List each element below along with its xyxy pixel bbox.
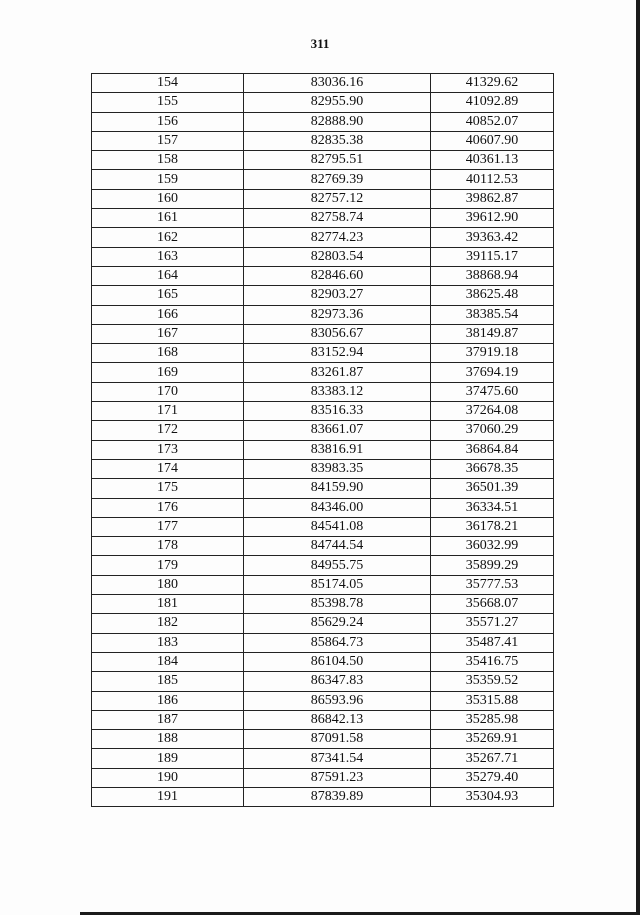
table-row [92,93,554,112]
point-number-cell: 183 [92,633,244,652]
x-coordinate-cell: 86104.50 [244,652,431,671]
y-coordinate-cell: 35668.07 [431,595,554,614]
y-coordinate-cell: 36032.99 [431,537,554,556]
y-coordinate-cell: 38385.54 [431,305,554,324]
y-coordinate-cell: 35267.71 [431,749,554,768]
x-coordinate-cell: 84744.54 [244,537,431,556]
x-coordinate-cell: 82835.38 [244,131,431,150]
x-coordinate-cell: 82846.60 [244,266,431,285]
table-row [92,691,554,710]
point-number-cell: 190 [92,768,244,787]
x-coordinate-cell: 87591.23 [244,768,431,787]
point-number-cell: 186 [92,691,244,710]
y-coordinate-cell: 37694.19 [431,363,554,382]
table-row [92,344,554,363]
table-row [92,652,554,671]
y-coordinate-cell: 35279.40 [431,768,554,787]
x-coordinate-cell: 83661.07 [244,421,431,440]
y-coordinate-cell: 37264.08 [431,402,554,421]
y-coordinate-cell: 35571.27 [431,614,554,633]
table-row [92,74,554,93]
point-number-cell: 169 [92,363,244,382]
x-coordinate-cell: 84159.90 [244,479,431,498]
y-coordinate-cell: 40112.53 [431,170,554,189]
point-number-cell: 162 [92,228,244,247]
x-coordinate-cell: 86347.83 [244,672,431,691]
point-number-cell: 175 [92,479,244,498]
y-coordinate-cell: 35899.29 [431,556,554,575]
table-row [92,151,554,170]
table-row [92,440,554,459]
x-coordinate-cell: 87341.54 [244,749,431,768]
x-coordinate-cell: 83816.91 [244,440,431,459]
x-coordinate-cell: 82955.90 [244,93,431,112]
x-coordinate-cell: 82774.23 [244,228,431,247]
table-row [92,575,554,594]
point-number-cell: 189 [92,749,244,768]
point-number-cell: 178 [92,537,244,556]
table-row [92,633,554,652]
table-body [92,74,554,807]
y-coordinate-cell: 37475.60 [431,382,554,401]
y-coordinate-cell: 40852.07 [431,112,554,131]
point-number-cell: 185 [92,672,244,691]
y-coordinate-cell: 39862.87 [431,189,554,208]
y-coordinate-cell: 35359.52 [431,672,554,691]
x-coordinate-cell: 87839.89 [244,787,431,806]
x-coordinate-cell: 82795.51 [244,151,431,170]
table-row [92,131,554,150]
y-coordinate-cell: 36334.51 [431,498,554,517]
table-row [92,768,554,787]
table-row [92,749,554,768]
y-coordinate-cell: 35285.98 [431,710,554,729]
table-row [92,189,554,208]
x-coordinate-cell: 85864.73 [244,633,431,652]
x-coordinate-cell: 86842.13 [244,710,431,729]
point-number-cell: 159 [92,170,244,189]
x-coordinate-cell: 85398.78 [244,595,431,614]
x-coordinate-cell: 84541.08 [244,517,431,536]
point-number-cell: 164 [92,266,244,285]
point-number-cell: 184 [92,652,244,671]
point-number-cell: 173 [92,440,244,459]
x-coordinate-cell: 83516.33 [244,402,431,421]
y-coordinate-cell: 36678.35 [431,459,554,478]
y-coordinate-cell: 35777.53 [431,575,554,594]
point-number-cell: 167 [92,324,244,343]
x-coordinate-cell: 83383.12 [244,382,431,401]
point-number-cell: 163 [92,247,244,266]
y-coordinate-cell: 36864.84 [431,440,554,459]
table-row [92,498,554,517]
y-coordinate-cell: 39612.90 [431,209,554,228]
table-row [92,382,554,401]
y-coordinate-cell: 38625.48 [431,286,554,305]
y-coordinate-cell: 37919.18 [431,344,554,363]
point-number-cell: 158 [92,151,244,170]
point-number-cell: 155 [92,93,244,112]
point-number-cell: 180 [92,575,244,594]
table-row [92,324,554,343]
table-row [92,537,554,556]
x-coordinate-cell: 85174.05 [244,575,431,594]
y-coordinate-cell: 38868.94 [431,266,554,285]
point-number-cell: 181 [92,595,244,614]
point-number-cell: 187 [92,710,244,729]
table-row [92,170,554,189]
x-coordinate-cell: 82758.74 [244,209,431,228]
y-coordinate-cell: 36501.39 [431,479,554,498]
point-number-cell: 168 [92,344,244,363]
x-coordinate-cell: 85629.24 [244,614,431,633]
coordinate-table [91,73,554,807]
table-row [92,209,554,228]
x-coordinate-cell: 83261.87 [244,363,431,382]
y-coordinate-cell: 36178.21 [431,517,554,536]
x-coordinate-cell: 84955.75 [244,556,431,575]
point-number-cell: 165 [92,286,244,305]
x-coordinate-cell: 87091.58 [244,730,431,749]
y-coordinate-cell: 35269.91 [431,730,554,749]
x-coordinate-cell: 82757.12 [244,189,431,208]
point-number-cell: 176 [92,498,244,517]
x-coordinate-cell: 82769.39 [244,170,431,189]
table-row [92,305,554,324]
table-row [92,479,554,498]
x-coordinate-cell: 82803.54 [244,247,431,266]
point-number-cell: 161 [92,209,244,228]
y-coordinate-cell: 39363.42 [431,228,554,247]
point-number-cell: 160 [92,189,244,208]
y-coordinate-cell: 35416.75 [431,652,554,671]
point-number-cell: 171 [92,402,244,421]
y-coordinate-cell: 40607.90 [431,131,554,150]
point-number-cell: 157 [92,131,244,150]
table-row [92,112,554,131]
y-coordinate-cell: 35487.41 [431,633,554,652]
table-row [92,517,554,536]
x-coordinate-cell: 83152.94 [244,344,431,363]
x-coordinate-cell: 86593.96 [244,691,431,710]
x-coordinate-cell: 83036.16 [244,74,431,93]
x-coordinate-cell: 82973.36 [244,305,431,324]
x-coordinate-cell: 84346.00 [244,498,431,517]
y-coordinate-cell: 37060.29 [431,421,554,440]
table-row [92,710,554,729]
table-row [92,247,554,266]
point-number-cell: 166 [92,305,244,324]
table-row [92,421,554,440]
table-row [92,286,554,305]
y-coordinate-cell: 38149.87 [431,324,554,343]
x-coordinate-cell: 82888.90 [244,112,431,131]
point-number-cell: 174 [92,459,244,478]
point-number-cell: 191 [92,787,244,806]
point-number-cell: 182 [92,614,244,633]
table-row [92,595,554,614]
x-coordinate-cell: 83056.67 [244,324,431,343]
table-row [92,363,554,382]
table-row [92,787,554,806]
y-coordinate-cell: 40361.13 [431,151,554,170]
point-number-cell: 177 [92,517,244,536]
scan-edge-right [636,0,640,915]
point-number-cell: 170 [92,382,244,401]
y-coordinate-cell: 41329.62 [431,74,554,93]
table-row [92,556,554,575]
table-row [92,459,554,478]
y-coordinate-cell: 41092.89 [431,93,554,112]
table-row [92,672,554,691]
x-coordinate-cell: 82903.27 [244,286,431,305]
point-number-cell: 154 [92,74,244,93]
table-row [92,228,554,247]
y-coordinate-cell: 35315.88 [431,691,554,710]
table-row [92,266,554,285]
page-number: 311 [310,36,330,51]
y-coordinate-cell: 39115.17 [431,247,554,266]
table-row [92,614,554,633]
point-number-cell: 156 [92,112,244,131]
y-coordinate-cell: 35304.93 [431,787,554,806]
table-row [92,730,554,749]
table-row [92,402,554,421]
x-coordinate-cell: 83983.35 [244,459,431,478]
point-number-cell: 179 [92,556,244,575]
point-number-cell: 188 [92,730,244,749]
point-number-cell: 172 [92,421,244,440]
